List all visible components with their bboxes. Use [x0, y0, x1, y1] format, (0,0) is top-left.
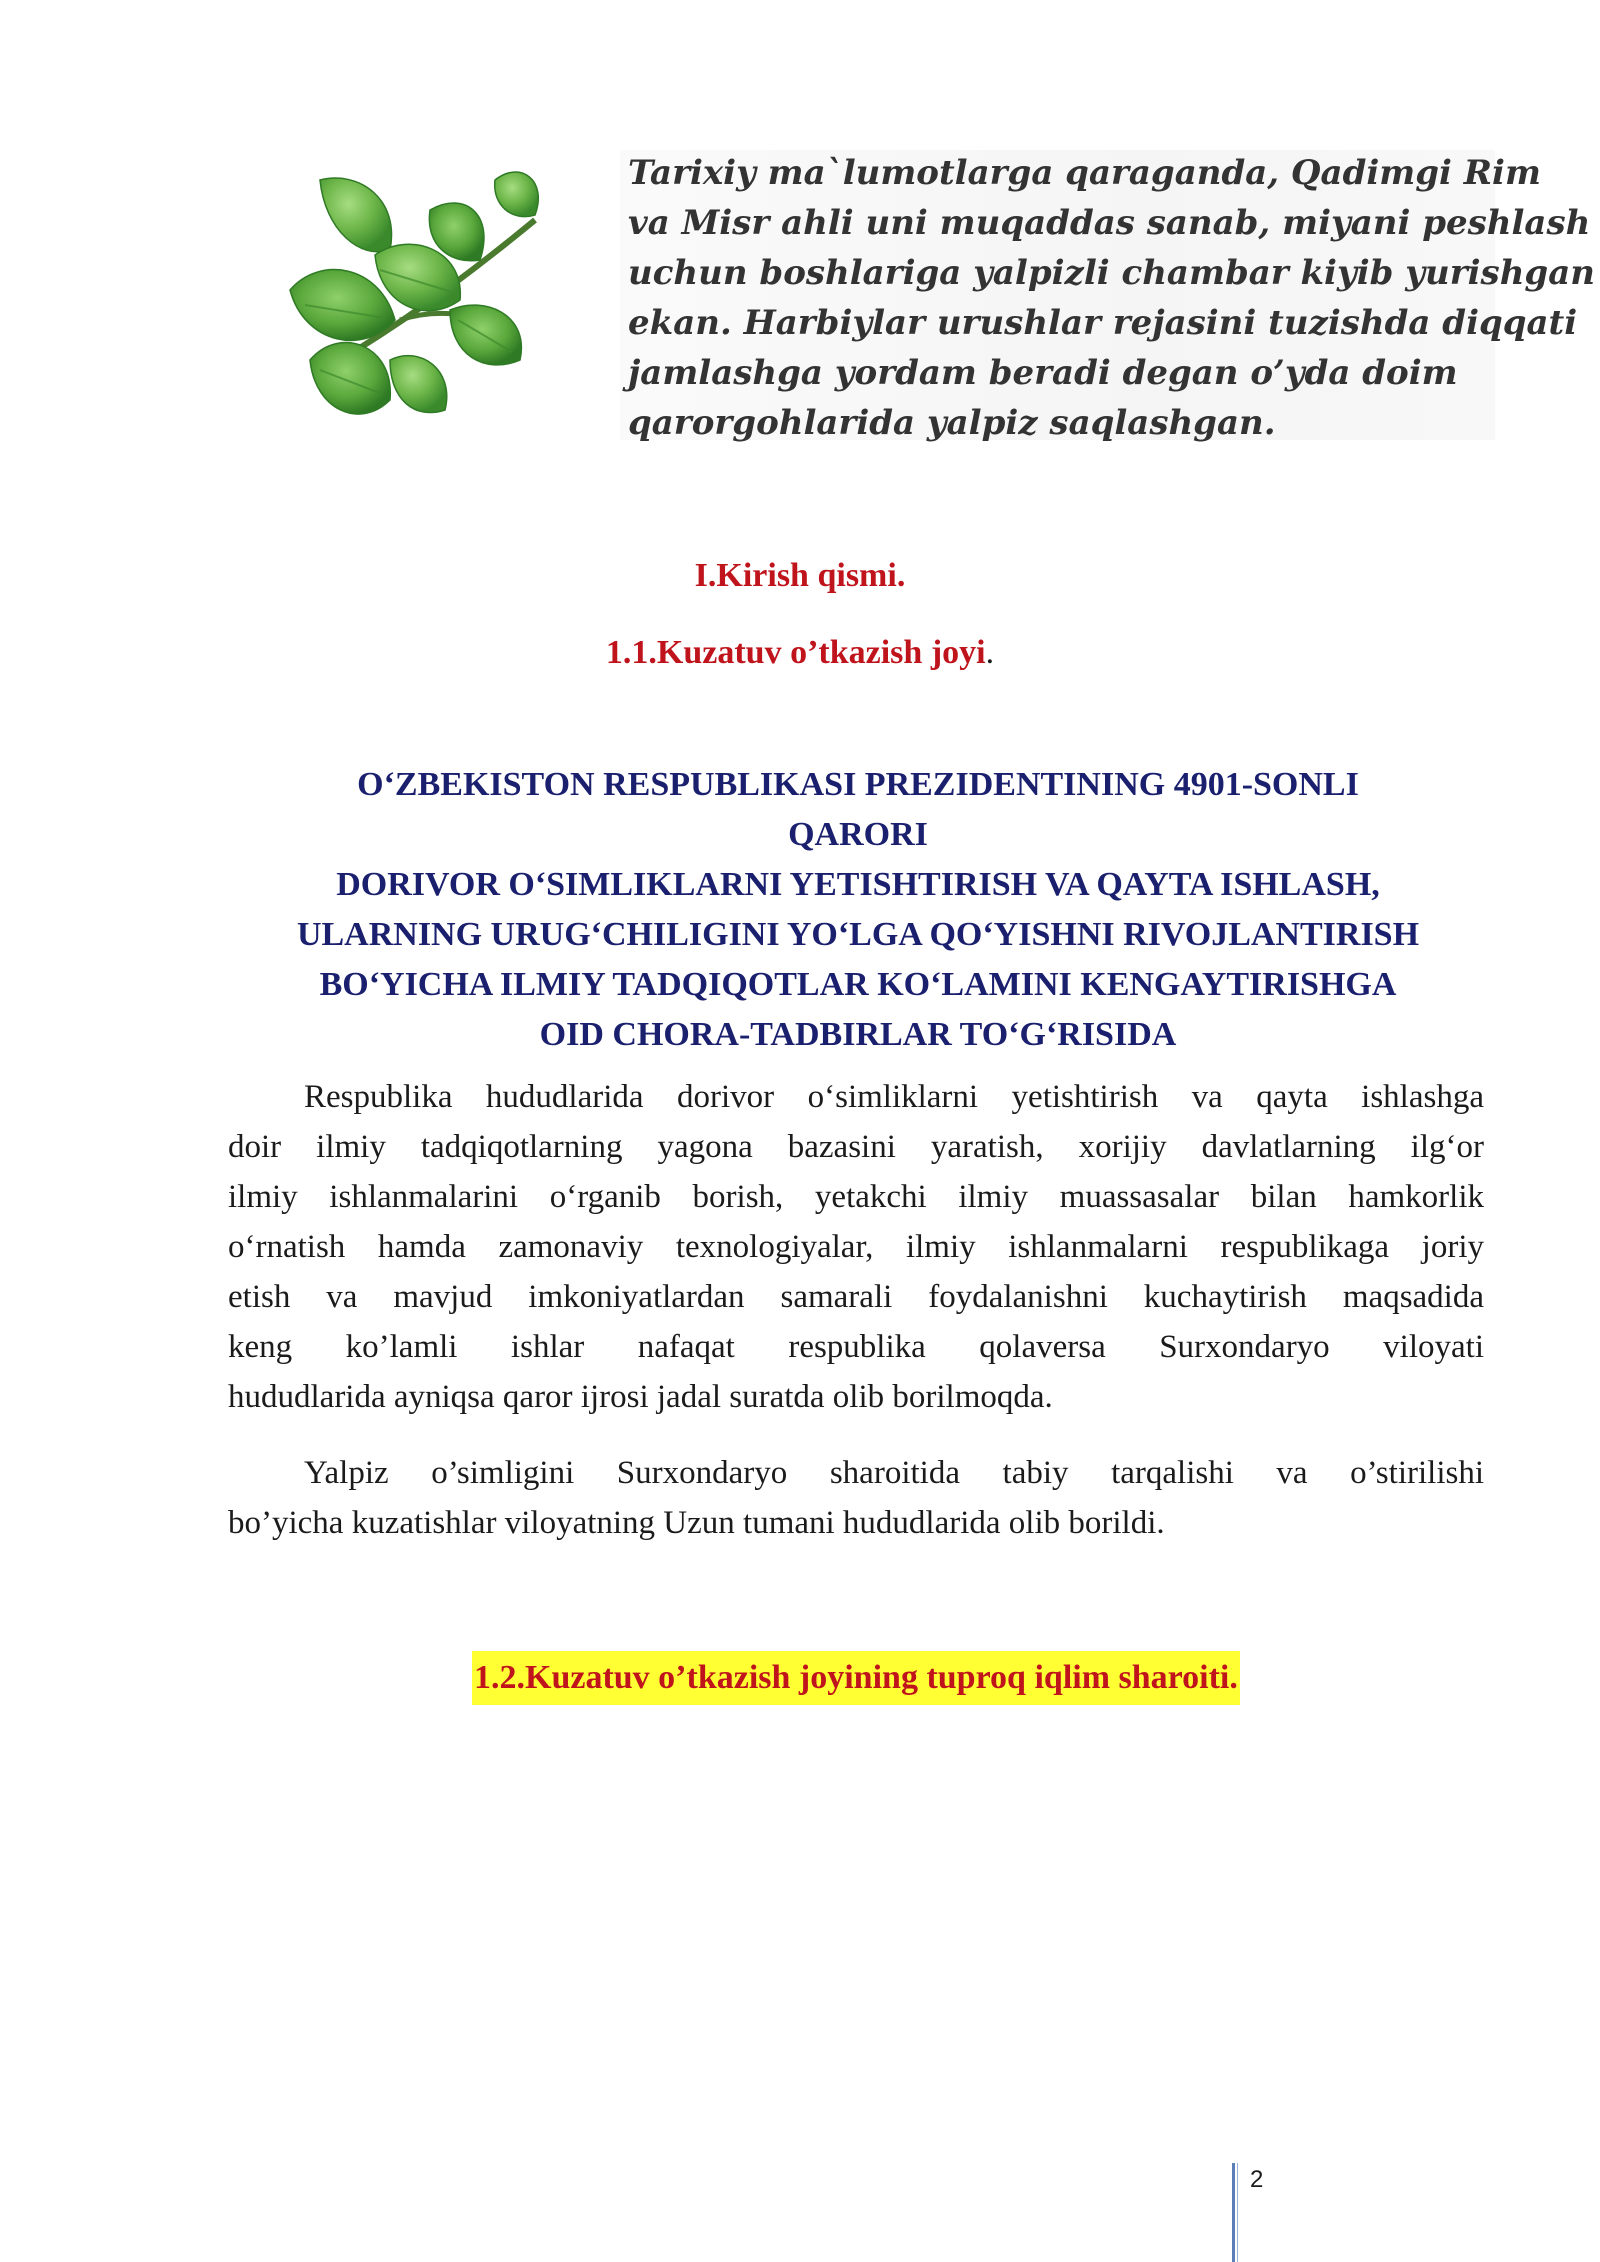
quote-line: va Misr ahli uni muqaddas sanab, miyani peshlash	[628, 203, 1591, 243]
page-number: 2	[1250, 2166, 1264, 2193]
paragraph-line: o‘rnatish hamda zamonaviy texnologiyalar, ilmiy ishlanmalarni respublikaga joriy	[228, 1229, 1484, 1265]
paragraph-line: ilmiy ishlanmalarini o‘rganib borish, yetakchi ilmiy muassasalar bilan hamkorlik	[228, 1179, 1484, 1215]
quote-line: uchun boshlariga yalpizli chambar kiyib yurishgan	[628, 253, 1595, 293]
subsection-heading-1-text: 1.1.Kuzatuv o’tkazish joyi	[605, 634, 986, 671]
paragraph-1	[228, 1072, 1484, 1422]
decree-line: OID CHORA-TADBIRLAR TO‘G‘RISIDA	[539, 1016, 1177, 1053]
decree-line: O‘ZBEKISTON RESPUBLIKASI PREZIDENTINING 4901-SONLI	[357, 766, 1359, 803]
paragraph-line: keng ko’lamli ishlar nafaqat respublika qolaversa Surxondaryo viloyati	[228, 1329, 1484, 1365]
subsection-heading-1	[0, 634, 1600, 672]
intro-quote	[628, 148, 1595, 448]
mint-leaves-icon	[280, 160, 570, 440]
quote-line: Tarixiy ma`lumotlarga qaraganda, Qadimgi Rim	[628, 153, 1541, 193]
paragraph-line: hududlarida ayniqsa qaror ijrosi jadal suratda olib borilmoqda.	[228, 1379, 1053, 1415]
paragraph-2	[228, 1448, 1484, 1548]
quote-line: jamlashga yordam beradi degan o’yda doim	[628, 353, 1458, 393]
paragraph-line: doir ilmiy tadqiqotlarning yagona bazasini yaratish, xorijiy davlatlarning ilg‘or	[228, 1129, 1484, 1165]
decree-line: QARORI	[788, 816, 928, 853]
paragraph-line: Yalpiz o’simligini Surxondaryo sharoitida tabiy tarqalishi va o’stirilishi	[304, 1455, 1484, 1491]
footer-divider	[1232, 2163, 1235, 2262]
footer-divider-thin	[1237, 2163, 1238, 2262]
quote-line: qarorgohlarida yalpiz saqlashgan.	[628, 403, 1276, 443]
paragraph-line: etish va mavjud imkoniyatlardan samarali foydalanishni kuchaytirish maqsadida	[228, 1279, 1484, 1315]
quote-line: ekan. Harbiylar urushlar rejasini tuzishda diqqati	[628, 303, 1578, 343]
paragraph-line: bo’yicha kuzatishlar viloyatning Uzun tumani hududlarida olib borildi.	[228, 1505, 1165, 1541]
decree-line: DORIVOR O‘SIMLIKLARNI YETISHTIRISH VA QAYTA ISHLASH,	[336, 866, 1380, 903]
decree-title	[228, 760, 1488, 1060]
subsection-heading-2: 1.2.Kuzatuv o’tkazish joyining tuproq iqlim sharoiti.	[472, 1651, 1240, 1705]
paragraph-line: Respublika hududlarida dorivor o‘simliklarni yetishtirish va qayta ishlashga	[304, 1079, 1484, 1115]
decree-line: ULARNING URUG‘CHILIGINI YO‘LGA QO‘YISHNI RIVOJLANTIRISH	[296, 916, 1420, 953]
decree-line: BO‘YICHA ILMIY TADQIQOTLAR KO‘LAMINI KENGAYTIRISHGA	[319, 966, 1397, 1003]
section-title: I.Kirish qismi.	[694, 557, 906, 594]
subsection-heading-1-period: .	[985, 634, 995, 671]
